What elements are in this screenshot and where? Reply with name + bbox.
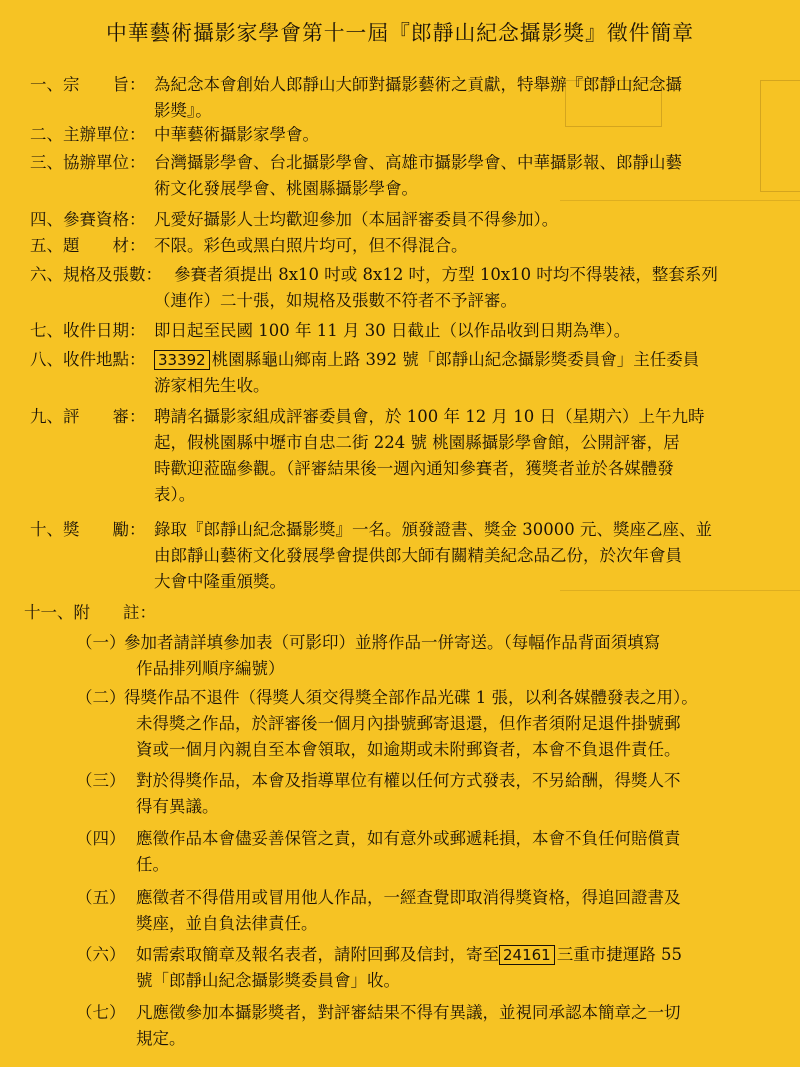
note-text: 對於得獎作品，本會及指導單位有權以任何方式發表，不另給酬，得獎人不 [136,771,681,790]
section-text: 影獎』。 [154,101,212,120]
show-through-line [560,200,800,201]
section-label: 七、收件日期： [30,321,146,340]
section-text: 時歡迎蒞臨參觀。（評審結果後一週內通知參賽者，獲獎者並於各媒體發 [154,459,674,478]
note-text [136,942,682,968]
note-text: 參加者請詳填參加表（可影印）並將作品一併寄送。（每幅作品背面須填寫 [124,633,661,652]
postcode-box: 33392 [154,350,210,370]
section-text: 大會中隆重頒獎。 [154,572,286,591]
note-text: 凡應徵參加本攝影獎者，對評審結果不得有異議，並視同承認本簡章之一切 [136,1003,681,1022]
note-text: 規定。 [136,1029,186,1048]
section-text: 由郎靜山藝術文化發展學會提供郎大師有關精美紀念品乙份，於次年會員 [154,546,682,565]
show-through-box [760,80,800,192]
section-label: 四、參賽資格： [30,210,146,229]
note-label: （二） [76,688,126,707]
postcode-box: 24161 [499,945,555,965]
section-label: 九、評 審： [30,407,146,426]
section-text: 起，假桃園縣中壢市自忠二街 224 號 桃園縣攝影學會館，公開評審，居 [154,433,680,452]
section-label: 六、規格及張數： [30,265,162,284]
section-label: 十一、附 註： [24,603,156,622]
section-text: 術文化發展學會、桃園縣攝影學會。 [154,179,418,198]
note-text: 應徵作品本會儘妥善保管之責，如有意外或郵遞耗損，本會不負任何賠償責 [136,829,681,848]
note-label: （七） [76,1003,126,1022]
section-label: 五、題 材： [30,236,146,255]
note-label: （四） [76,829,126,848]
address-text: 桃園縣龜山鄉南上路 392 號「郎靜山紀念攝影獎委員會」主任委員 [211,350,700,369]
note-text: 任。 [136,855,169,874]
section-text: 為紀念本會創始人郎靜山大師對攝影藝術之貢獻，特舉辦『郎靜山紀念攝 [154,75,682,94]
note-text: 得有異議。 [136,797,219,816]
section-text: 不限。彩色或黑白照片均可，但不得混合。 [154,236,468,255]
section-text: 中華藝術攝影家學會。 [154,125,319,144]
note-text-part: 三重市捷運路 55 [556,945,682,964]
note-label: （三） [76,771,126,790]
section-text: 錄取『郎靜山紀念攝影獎』一名。頒發證書、獎金 30000 元、獎座乙座、並 [154,520,712,539]
note-label: （五） [76,888,126,907]
page-title: 中華藝術攝影家學會第十一屆『郎靜山紀念攝影獎』徵件簡章 [105,21,695,45]
note-label: （一） [76,633,126,652]
section-text: 凡愛好攝影人士均歡迎參加（本屆評審委員不得參加）。 [154,210,559,229]
section-text: 游家相先生收。 [154,376,270,395]
section-text: （連作）二十張，如規格及張數不符者不予評審。 [154,291,517,310]
section-label: 十、獎 勵： [30,520,146,539]
section-label: 二、主辦單位： [30,125,146,144]
note-text: 作品排列順序編號） [136,659,285,678]
section-text: 即日起至民國 100 年 11 月 30 日截止（以作品收到日期為準）。 [154,321,631,340]
note-label: （六） [76,945,126,964]
note-text-part: 如需索取簡章及報名表者，請附回郵及信封，寄至 [136,945,499,964]
section-text [154,347,699,373]
note-text: 號「郎靜山紀念攝影獎委員會」收。 [136,971,400,990]
section-label: 一、宗 旨： [30,75,146,94]
section-text: 參賽者須提出 8x10 吋或 8x12 吋，方型 10x10 吋均不得裝裱，整套系列 [174,265,718,284]
note-text: 應徵者不得借用或冒用他人作品，一經查覺即取消得獎資格，得追回證書及 [136,888,681,907]
section-label: 八、收件地點： [30,350,146,369]
section-text: 聘請名攝影家組成評審委員會，於 100 年 12 月 10 日（星期六）上午九時 [154,407,705,426]
section-text: 台灣攝影學會、台北攝影學會、高雄市攝影學會、中華攝影報、郎靜山藝 [154,153,682,172]
note-text: 未得獎之作品，於評審後一個月內掛號郵寄退還，但作者須附足退件掛號郵 [136,714,681,733]
note-text: 獎座，並自負法律責任。 [136,914,318,933]
note-text: 得獎作品不退件（得獎人須交得獎全部作品光碟 1 張，以利各媒體發表之用）。 [124,688,698,707]
section-text: 表）。 [154,485,196,504]
show-through-line [560,590,800,591]
section-label: 三、協辦單位： [30,153,146,172]
note-text: 資或一個月內親自至本會領取，如逾期或未附郵資者，本會不負退件責任。 [136,740,681,759]
